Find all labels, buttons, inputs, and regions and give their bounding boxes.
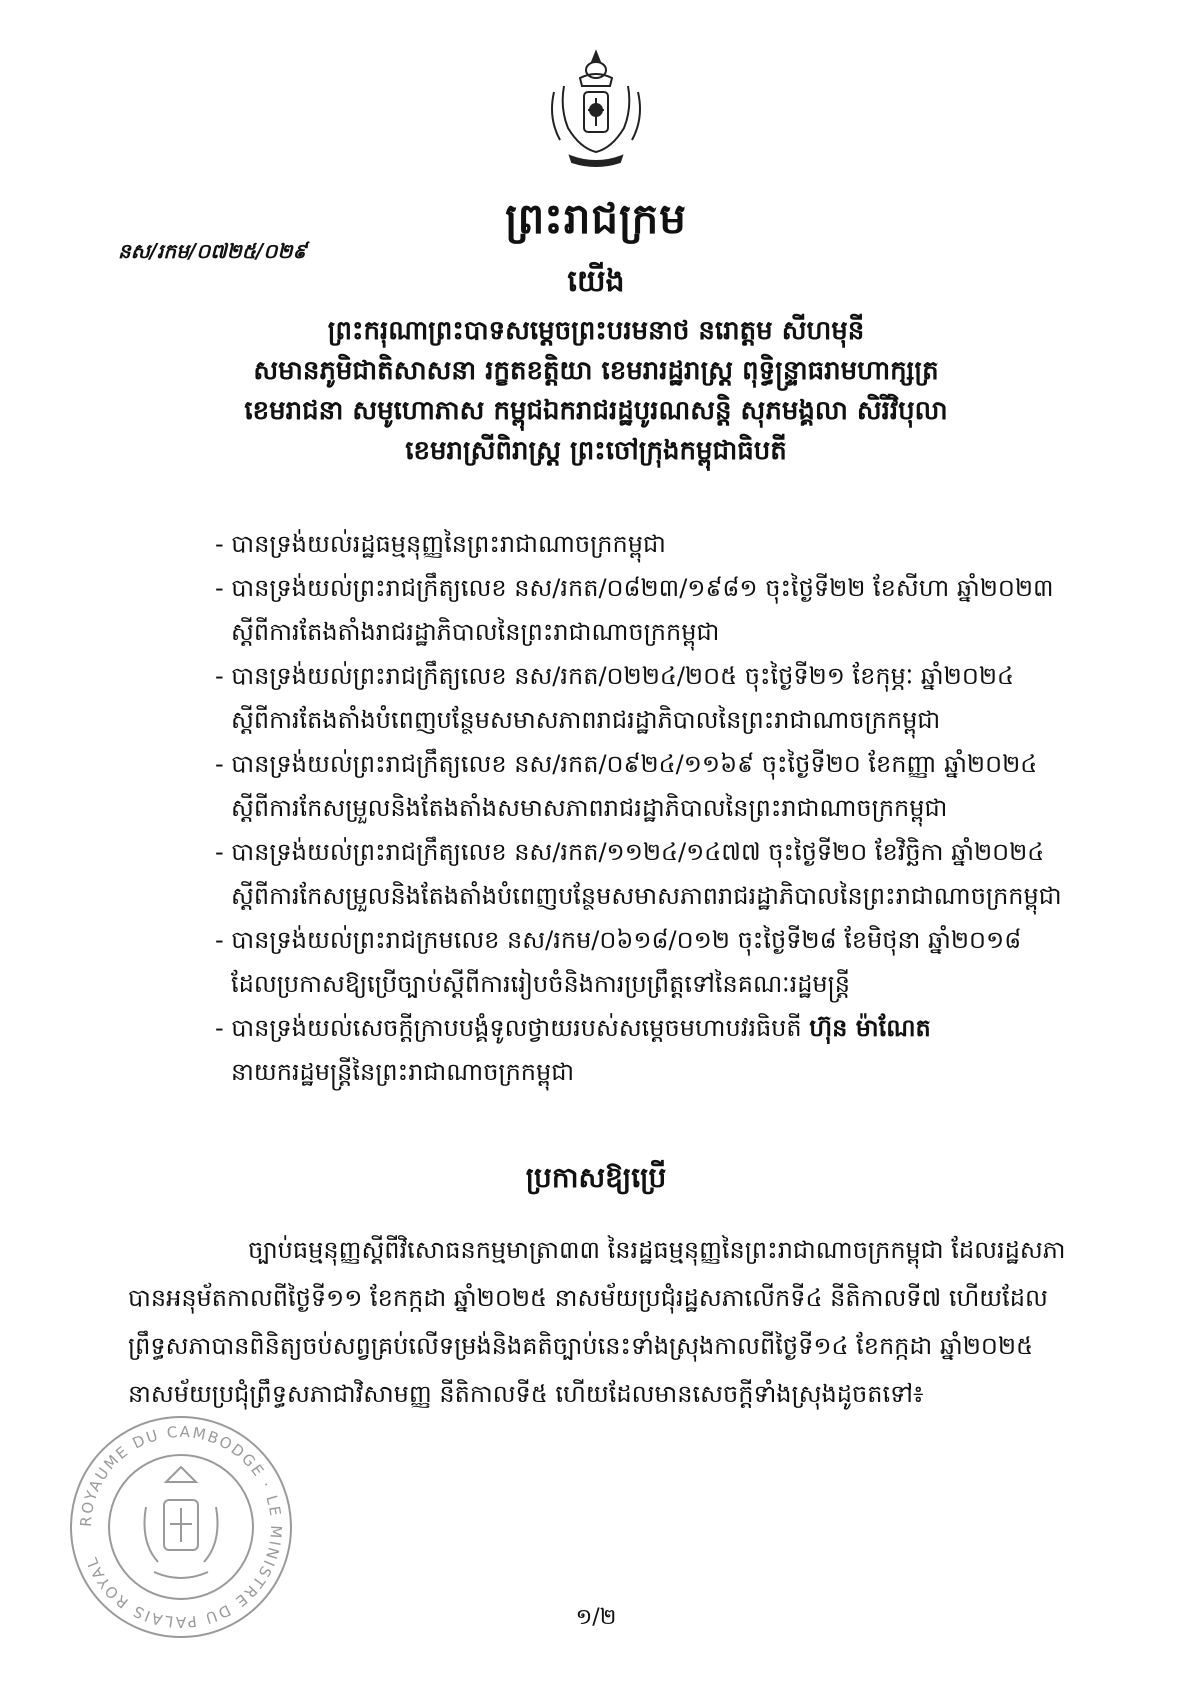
consideration-line: - បានទ្រង់យល់រដ្ឋធម្មនុញ្ញនៃព្រះរាជាណាចក្រកម្ពុជា — [215, 530, 666, 558]
consideration-item — [215, 654, 1115, 742]
consideration-subline: នាយករដ្ឋមន្ត្រីនៃព្រះរាជាណាចក្រកម្ពុជា — [231, 1058, 575, 1086]
consideration-line: - បានទ្រង់យល់ព្រះរាជក្រឹត្យលេខ នស/រកត/១១២៤/១៤៧៧ ចុះថ្ងៃទី២០ ខែវិច្ឆិកា ឆ្នាំ២០២៤ — [215, 838, 1045, 866]
consideration-item — [215, 522, 1115, 566]
royal-title-line-1: ព្រះករុណាព្រះបាទសម្តេចព្រះបរមនាថ នរោត្តម សីហមុនី — [327, 316, 865, 346]
body-line: ព្រឹទ្ធសភាបានពិនិត្យចប់សព្វគ្រប់លើទម្រង់និងគតិច្បាប់នេះទាំងស្រុងកាលពីថ្ងៃទី១៤ ខែកក្កដា ឆ្នាំ២០២៥ — [128, 1332, 1034, 1360]
consideration-subline: ដែលប្រកាសឱ្យប្រើច្បាប់ស្តីពីការរៀបចំនិងការប្រព្រឹត្តទៅនៃគណៈរដ្ឋមន្ត្រី — [231, 970, 851, 998]
consideration-item — [215, 742, 1115, 830]
body-line: នាសម័យប្រជុំព្រឹទ្ធសភាជាវិសាមញ្ញ នីតិកាលទី៥ ហើយដែលមានសេចក្តីទាំងស្រុងដូចតទៅ៖ — [128, 1380, 924, 1408]
consideration-line — [215, 1006, 1115, 1050]
reference-number: នស/រកម/០៧២៥/០២៩ — [118, 239, 307, 263]
consideration-line: - បានទ្រង់យល់ព្រះរាជក្រឹត្យលេខ នស/រកត/០៩២៤/១១៦៩ ចុះថ្ងៃទី២០ ខែកញ្ញា ឆ្នាំ២០២៤ — [215, 750, 1038, 778]
svg-text:ROYAUME DU CAMBODGE · LE MINIS: ROYAUME DU CAMBODGE · LE MINISTRE DU PALAIS ROYAL — [76, 1422, 286, 1632]
consideration-item — [215, 566, 1115, 654]
document-title: ព្រះរាជក្រម — [505, 194, 687, 243]
consideration-line: - បានទ្រង់យល់ព្រះរាជក្រឹត្យលេខ នស/រកត/០៨២៣/១៩៨១ ចុះថ្ងៃទី២២ ខែសីហា ឆ្នាំ២០២៣ — [215, 574, 1054, 602]
royal-coat-of-arms-emblem — [540, 48, 652, 172]
royal-title-line-3: ខេមរាជនា សមូហោភាស កម្ពុជឯករាជរដ្ឋបូរណសន្តិ សុភមង្គលា សិរីវិបុលា — [244, 396, 948, 426]
consideration-item — [215, 918, 1115, 1006]
consideration-subline: ស្តីពីការតែងតាំងបំពេញបន្ថែមសមាសភាពរាជរដ្ឋាភិបាលនៃព្រះរាជាណាចក្រកម្ពុជា — [231, 706, 941, 734]
royal-title-line-4: ខេមរាស្រីពិរាស្ត្រ ព្រះចៅក្រុងកម្ពុជាធិបតី — [405, 436, 787, 466]
consideration-item — [215, 830, 1115, 918]
we-heading: យើង — [567, 264, 625, 299]
consideration-line: - បានទ្រង់យល់ព្រះរាជក្រឹត្យលេខ នស/រកត/០២២៤/២០៥ ចុះថ្ងៃទី២១ ខែកុម្ភៈ ឆ្នាំ២០២៤ — [215, 662, 1014, 690]
body-line: ច្បាប់ធម្មនុញ្ញស្តីពីវិសោធនកម្មមាត្រា៣៣ នៃរដ្ឋធម្មនុញ្ញនៃព្រះរាជាណាចក្រកម្ពុជា ដែលរដ្ឋសភា — [248, 1236, 1066, 1264]
proclaim-heading: ប្រកាសឱ្យប្រើ — [525, 1161, 667, 1194]
consideration-subline: ស្តីពីការកែសម្រួលនិងតែងតាំងសមាសភាពរាជរដ្ឋាភិបាលនៃព្រះរាជាណាចក្រកម្ពុជា — [231, 794, 948, 822]
consideration-subline: ស្តីពីការតែងតាំងរាជរដ្ឋាភិបាលនៃព្រះរាជាណាចក្រកម្ពុជា — [231, 618, 720, 646]
body-line: បានអនុម័តកាលពីថ្ងៃទី១១ ខែកក្កដា ឆ្នាំ២០២៥ នាសម័យប្រជុំរដ្ឋសភាលើកទី៤ នីតិកាលទី៧ ហើយដែល — [128, 1284, 1048, 1312]
body-paragraph — [128, 1226, 1083, 1418]
considerations-list — [215, 522, 1115, 1094]
prime-minister-name: ហ៊ុន ម៉ាណែត — [809, 1014, 931, 1042]
page-number: ១/២ — [575, 1605, 617, 1630]
consideration-subline: ស្តីពីការកែសម្រួលនិងតែងតាំងបំពេញបន្ថែមសមាសភាពរាជរដ្ឋាភិបាលនៃព្រះរាជាណាចក្រកម្ពុជា — [231, 882, 1062, 910]
royal-title-line-2: សមានភូមិជាតិសាសនា រក្ខតខត្តិយា ខេមរារដ្ឋរាស្ត្រ ពុទ្ធិន្ទ្រាធរាមហាក្សត្រ — [253, 356, 939, 386]
consideration-line: - បានទ្រង់យល់ព្រះរាជក្រមលេខ នស/រកម/០៦១៨/០១២ ចុះថ្ងៃទី២៨ ខែមិថុនា ឆ្នាំ២០១៨ — [215, 926, 1022, 954]
consideration-text: - បានទ្រង់យល់សេចក្តីក្រាបបង្គំទូលថ្វាយរបស់សម្តេចមហាបវរធិបតី — [215, 1014, 802, 1042]
consideration-item — [215, 1006, 1115, 1094]
